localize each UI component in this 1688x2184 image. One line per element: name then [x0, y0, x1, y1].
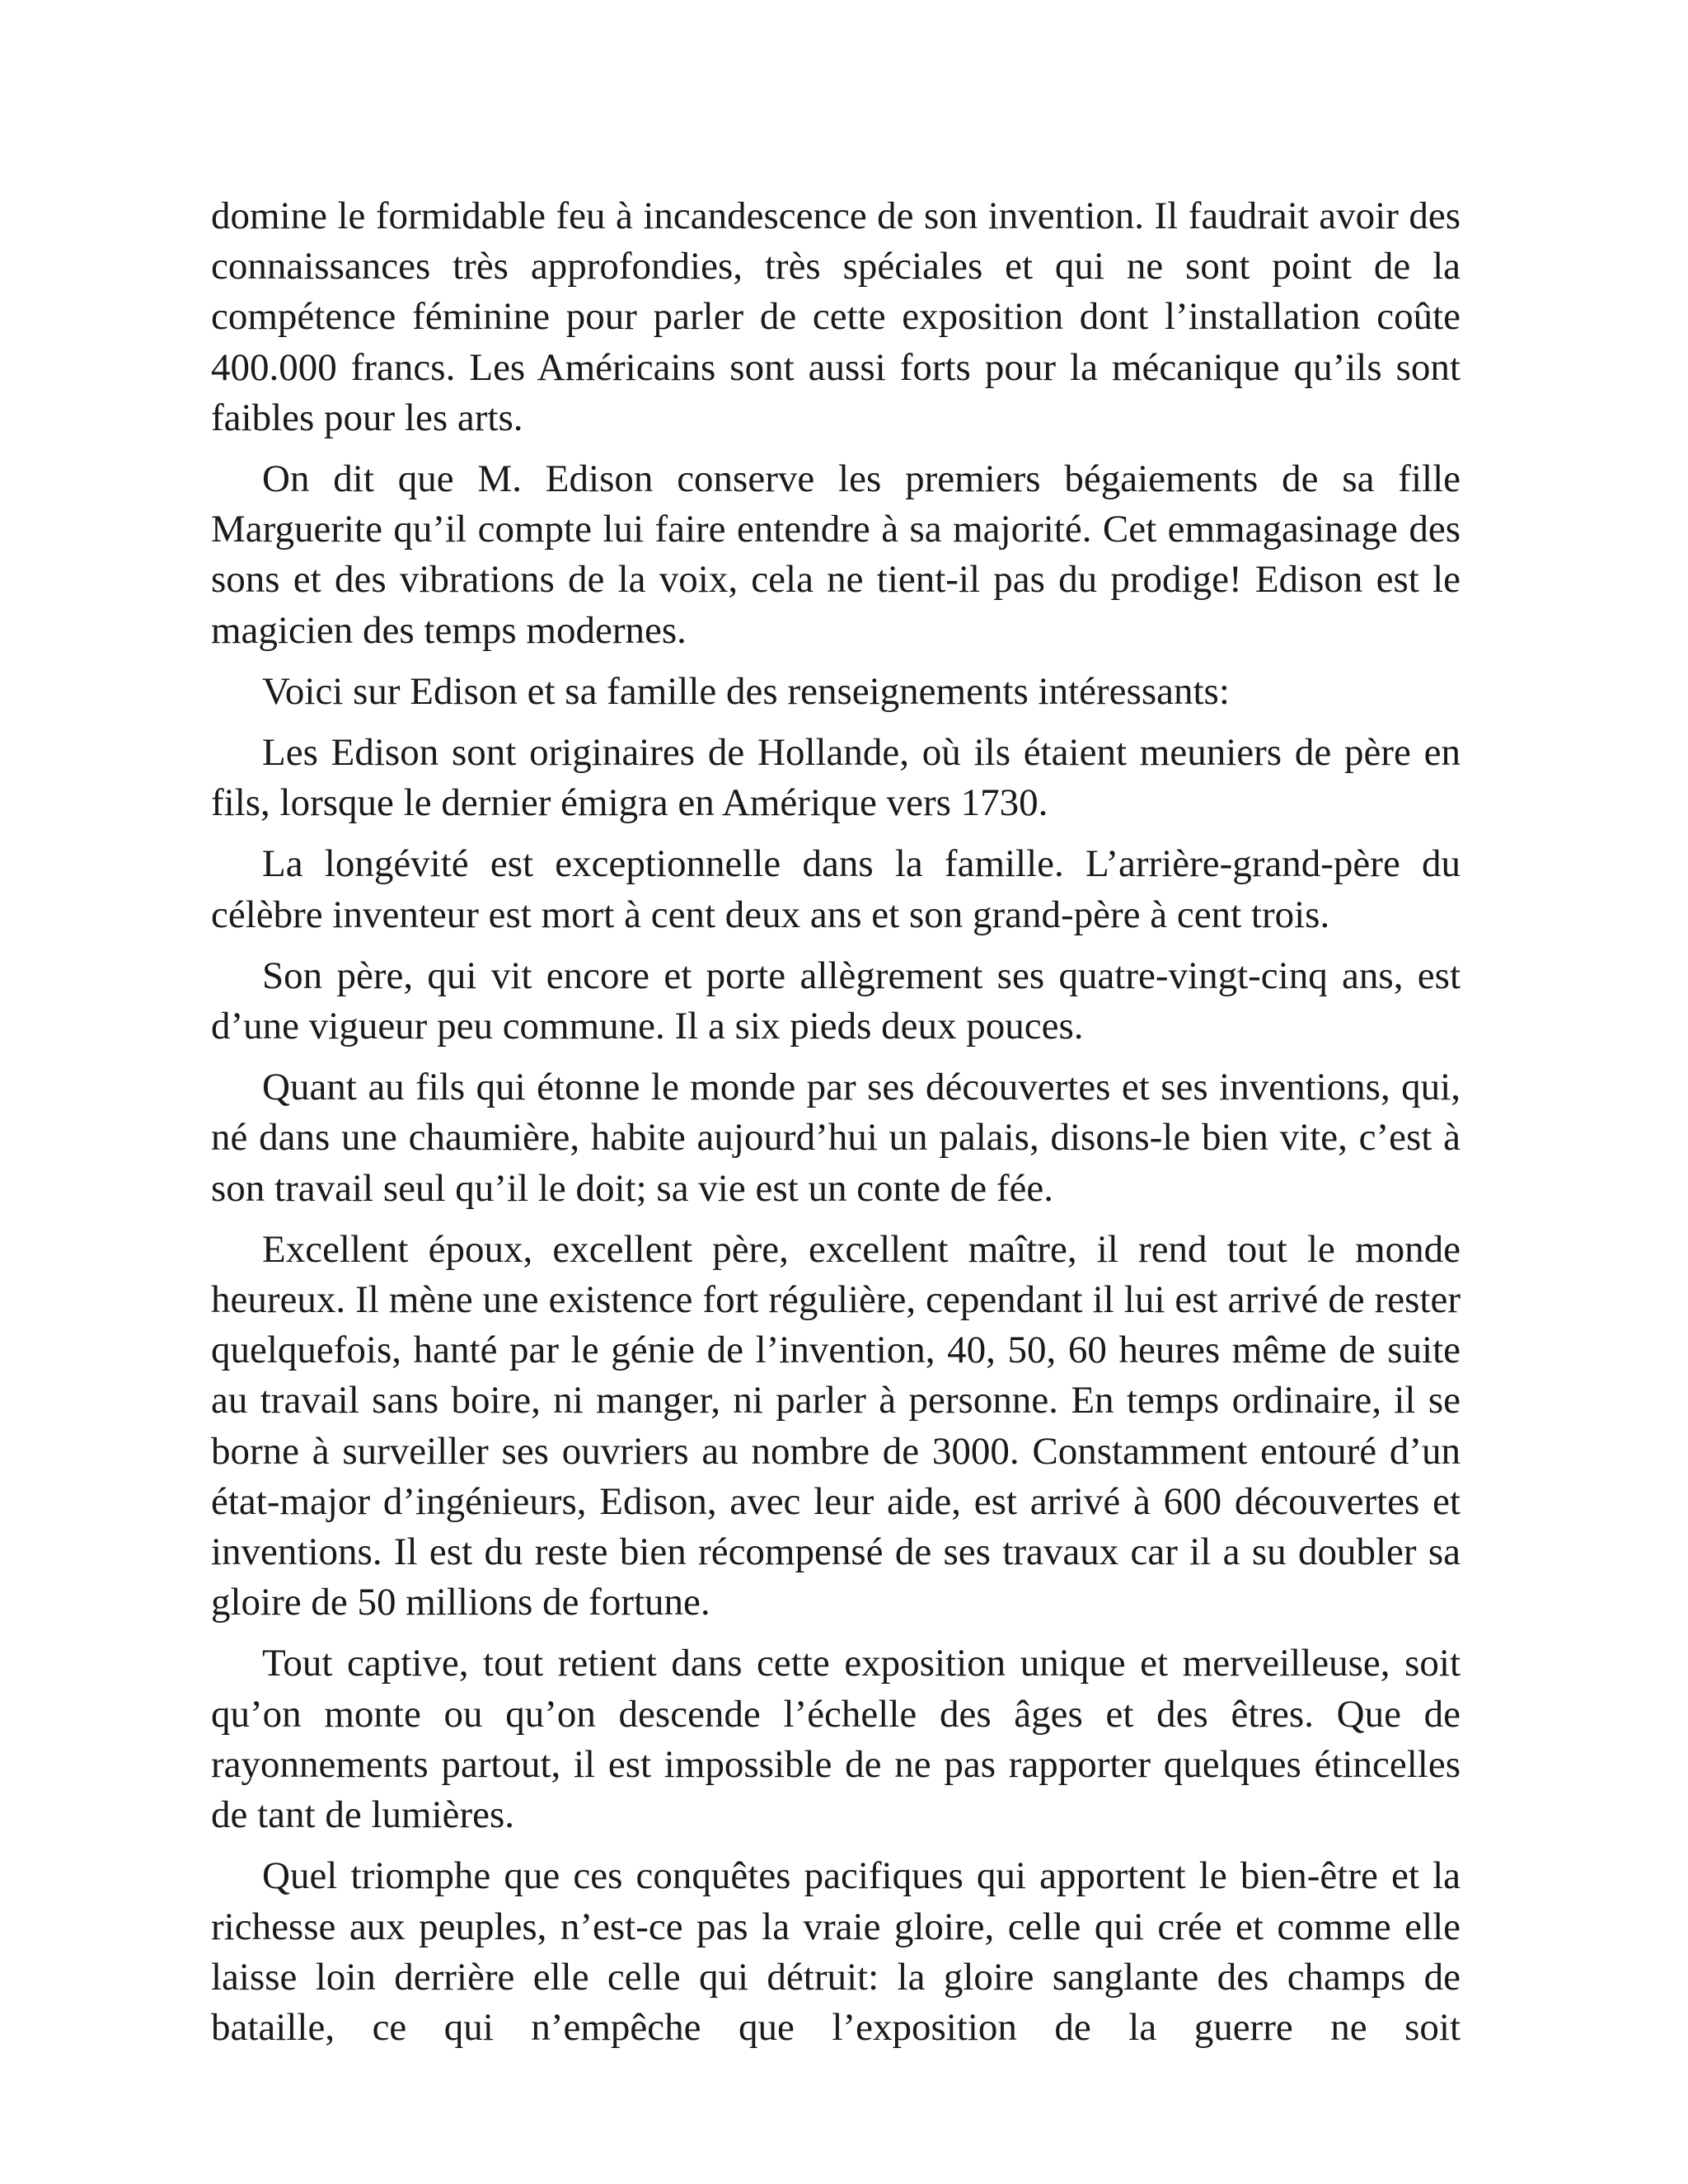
paragraph-4: Les Edison sont originaires de Hollande, où ils étaient meuniers de père en fils, lorsque le dernier émigra en Amérique vers 1730. — [211, 731, 1461, 825]
paragraph-1: domine le formidable feu à incandescence de son invention. Il faudrait avoir des connaissances très approfondies, très spéciales et qui ne sont point de la compétence féminine pour parler de cette exposition dont l’installation coûte 400.000 francs. Les Américains sont aussi forts pour la mécanique qu’ils sont faibles pour les arts. — [211, 194, 1461, 439]
paragraph-3: Voici sur Edison et sa famille des renseignements intéressants: — [262, 669, 1230, 713]
paragraph-8: Excellent époux, excellent père, excellent maître, il rend tout le monde heureux. Il mène une existence fort régulière, cependant il lui est arrivé de rester quelquefois, hanté par le génie de l’invention, 40, 50, 60 heures même de suite au travail sans boire, ni manger, ni parler à personne. En temps ordinaire, il se borne à surveiller ses ouvriers au nombre de 3000. Constamment entouré d’un état-major d’ingénieurs, Edison, avec leur aide, est arrivé à 600 découvertes et inventions. Il est du reste bien récompensé de ses travaux car il a su doubler sa gloire de 50 millions de fortune. — [211, 1227, 1461, 1624]
paragraph-7: Quant au fils qui étonne le monde par ses découvertes et ses inventions, qui, né dans une chaumière, habite aujourd’hui un palais, disons-le bien vite, c’est à son travail seul qu’il le doit; sa vie est un conte de fée. — [211, 1066, 1461, 1210]
paragraph-6: Son père, qui vit encore et porte allègrement ses quatre-vingt-cinq ans, est d’une vigueur peu commune. Il a six pieds deux pouces. — [211, 954, 1461, 1048]
paragraph-2: On dit que M. Edison conserve les premiers bégaiements de sa fille Marguerite qu’il compte lui faire entendre à sa majorité. Cet emmagasinage des sons et des vibrations de la voix, cela ne tient-il pas du prodige! Edison est le magicien des temps modernes. — [211, 457, 1461, 652]
paragraph-9: Tout captive, tout retient dans cette exposition unique et merveilleuse, soit qu’on monte ou qu’on descende l’échelle des âges et des êtres. Que de rayonnements partout, il est impossible de ne pas rapporter quelques étincelles de tant de lumières. — [211, 1642, 1461, 1837]
paragraph-5: La longévité est exceptionnelle dans la famille. L’arrière-grand-père du célèbre inventeur est mort à cent deux ans et son grand-père à cent trois. — [211, 842, 1461, 936]
page-body — [211, 191, 1461, 2053]
paragraph-10: Quel triomphe que ces conquêtes pacifiques qui apportent le bien-être et la richesse aux peuples, n’est-ce pas la vraie gloire, celle qui crée et comme elle laisse loin derrière elle celle qui détruit: la gloire sanglante des champs de bataille, ce qui n’empêche que l’exposition de la guerre ne soit — [211, 1854, 1461, 2049]
